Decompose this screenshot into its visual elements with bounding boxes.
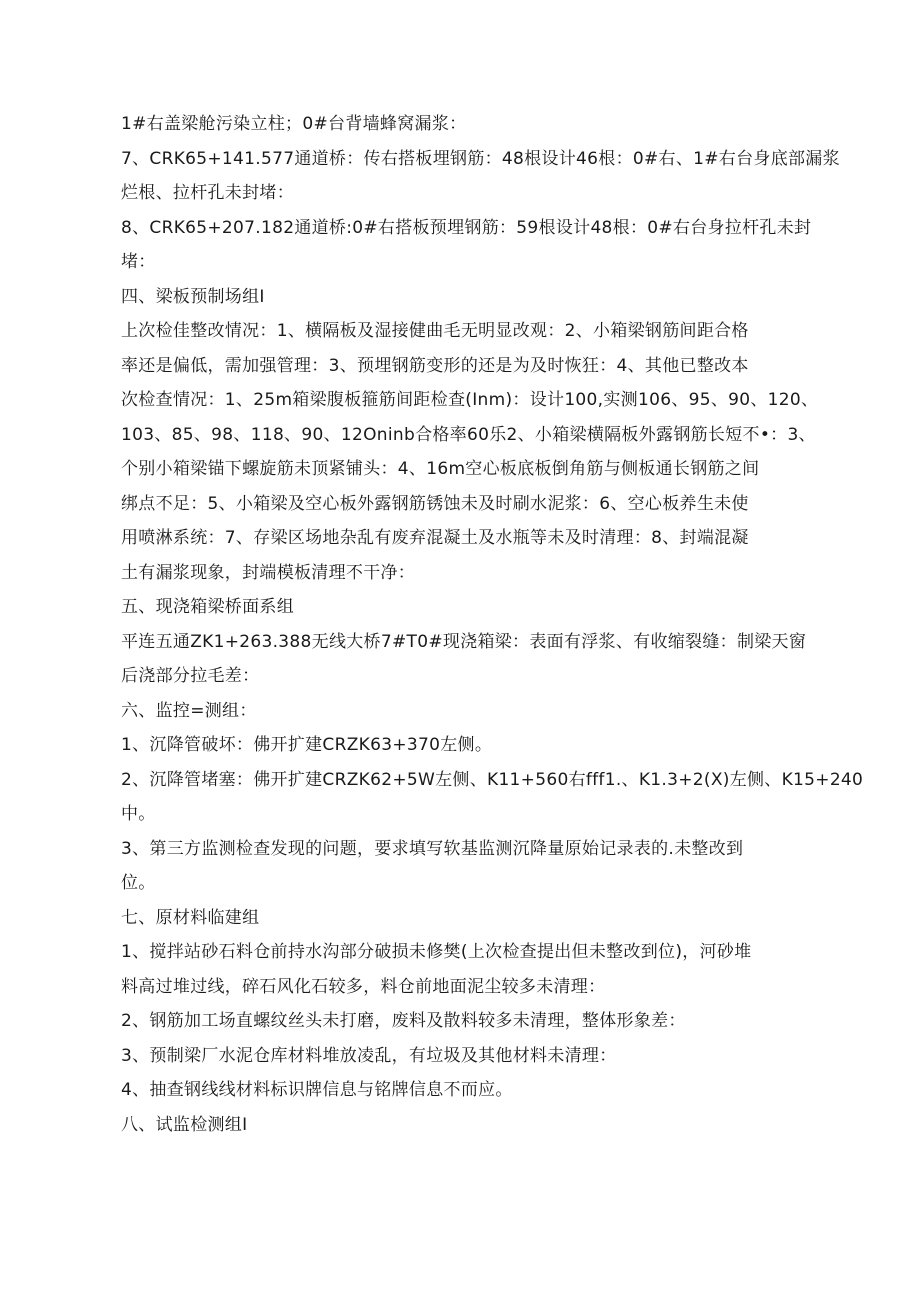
text-line: 上次检佳整改情况：1、横隔板及湿接健曲毛无明显改观：2、小箱梁钢筋间距合格 (121, 321, 749, 341)
text-line: 个别小箱梁锚下螺旋筋未顶紧铺头：4、16m空心板底板倒角筋与侧板通长钢筋之间 (121, 459, 760, 479)
text-line: 平连五通ZK1+263.388无线大桥7#T0#现浇箱梁：表面有浮浆、有收缩裂缝：制梁天窗 (121, 631, 807, 652)
text-line: 次检查情况：1、25m箱梁腹板箍筋间距检查(Inm)：设计100,实测106、95、90、120、 (121, 390, 819, 410)
section-heading: 四、梁板预制场组I (121, 286, 265, 307)
document-body (121, 107, 864, 1142)
text-line: 绑点不足：5、小箱梁及空心板外露钢筋锈蚀未及时刷水泥浆：6、空心板养生未使 (121, 493, 749, 514)
section-heading: 八、试监检测组I (121, 1114, 248, 1135)
text-line: 后浇部分拉毛差： (121, 666, 260, 686)
text-line: 2、沉降管堵塞：佛开扩建CRZK62+5W左侧、K11+560右fff1.、K1.3+2(X)左侧、K15+240 (121, 769, 864, 790)
text-line: 1、沉降管破坏：佛开扩建CRZK63+370左侧。 (121, 735, 493, 755)
text-line: 3、第三方监测检查发现的问题，要求填写软基监测沉降量原始记录表的.未整改到 (121, 838, 744, 859)
section-heading: 六、监控=测组： (121, 700, 257, 721)
text-line: 土有漏浆现象，封端模板清理不干净： (121, 562, 416, 583)
text-line: 率还是偏低，需加强管理：3、预埋钢筋变形的还是为及时恢狂：4、其他已整改本 (121, 355, 749, 376)
text-line: 1#右盖梁舱污染立柱；0#台背墙蜂窝漏浆： (121, 114, 467, 134)
section-heading: 五、现浇箱梁桥面系组 (121, 597, 294, 617)
text-line: 3、预制梁厂水泥仓库材料堆放凌乱，有垃圾及其他材料未清理： (121, 1045, 617, 1066)
text-line: 2、钢筋加工场直螺纹丝头未打磨，废料及散料较多未清理，整体形象差： (121, 1011, 686, 1031)
text-line: 8、CRK65+207.182通道桥:0#右搭板预埋钢筋：59根设计48根：0#右台身拉杆孔未封 (121, 217, 812, 238)
text-line: 用喷淋系统：7、存梁区场地杂乱有废弃混凝土及水瓶等未及时清理：8、封端混凝 (121, 528, 749, 548)
text-line: 堵： (121, 252, 156, 272)
text-line: 中。 (121, 804, 156, 824)
text-line: 7、CRK65+141.577通道桥：传右搭板埋钢筋：48根设计46根：0#右、1#右台身底部漏浆 (121, 148, 840, 169)
text-line: 料高过堆过线，碎石风化石较多，料仓前地面泥尘较多未清理： (121, 976, 606, 997)
text-line: 烂根、拉杆孔未封堵： (121, 183, 294, 203)
text-line: 1、搅拌站砂石料仓前持水沟部分破损未修樊(上次检查提出但未整改到位)，河砂堆 (121, 942, 752, 962)
text-line: 4、抽查钢线线材料标识牌信息与铭牌信息不而应。 (121, 1080, 513, 1100)
section-heading: 七、原材料临建组 (121, 907, 260, 928)
text-line: 103、85、98、118、90、12Oninb合格率60乐2、小箱梁横隔板外露钢筋长短不•：3、 (121, 424, 816, 445)
text-line: 位。 (121, 873, 156, 893)
